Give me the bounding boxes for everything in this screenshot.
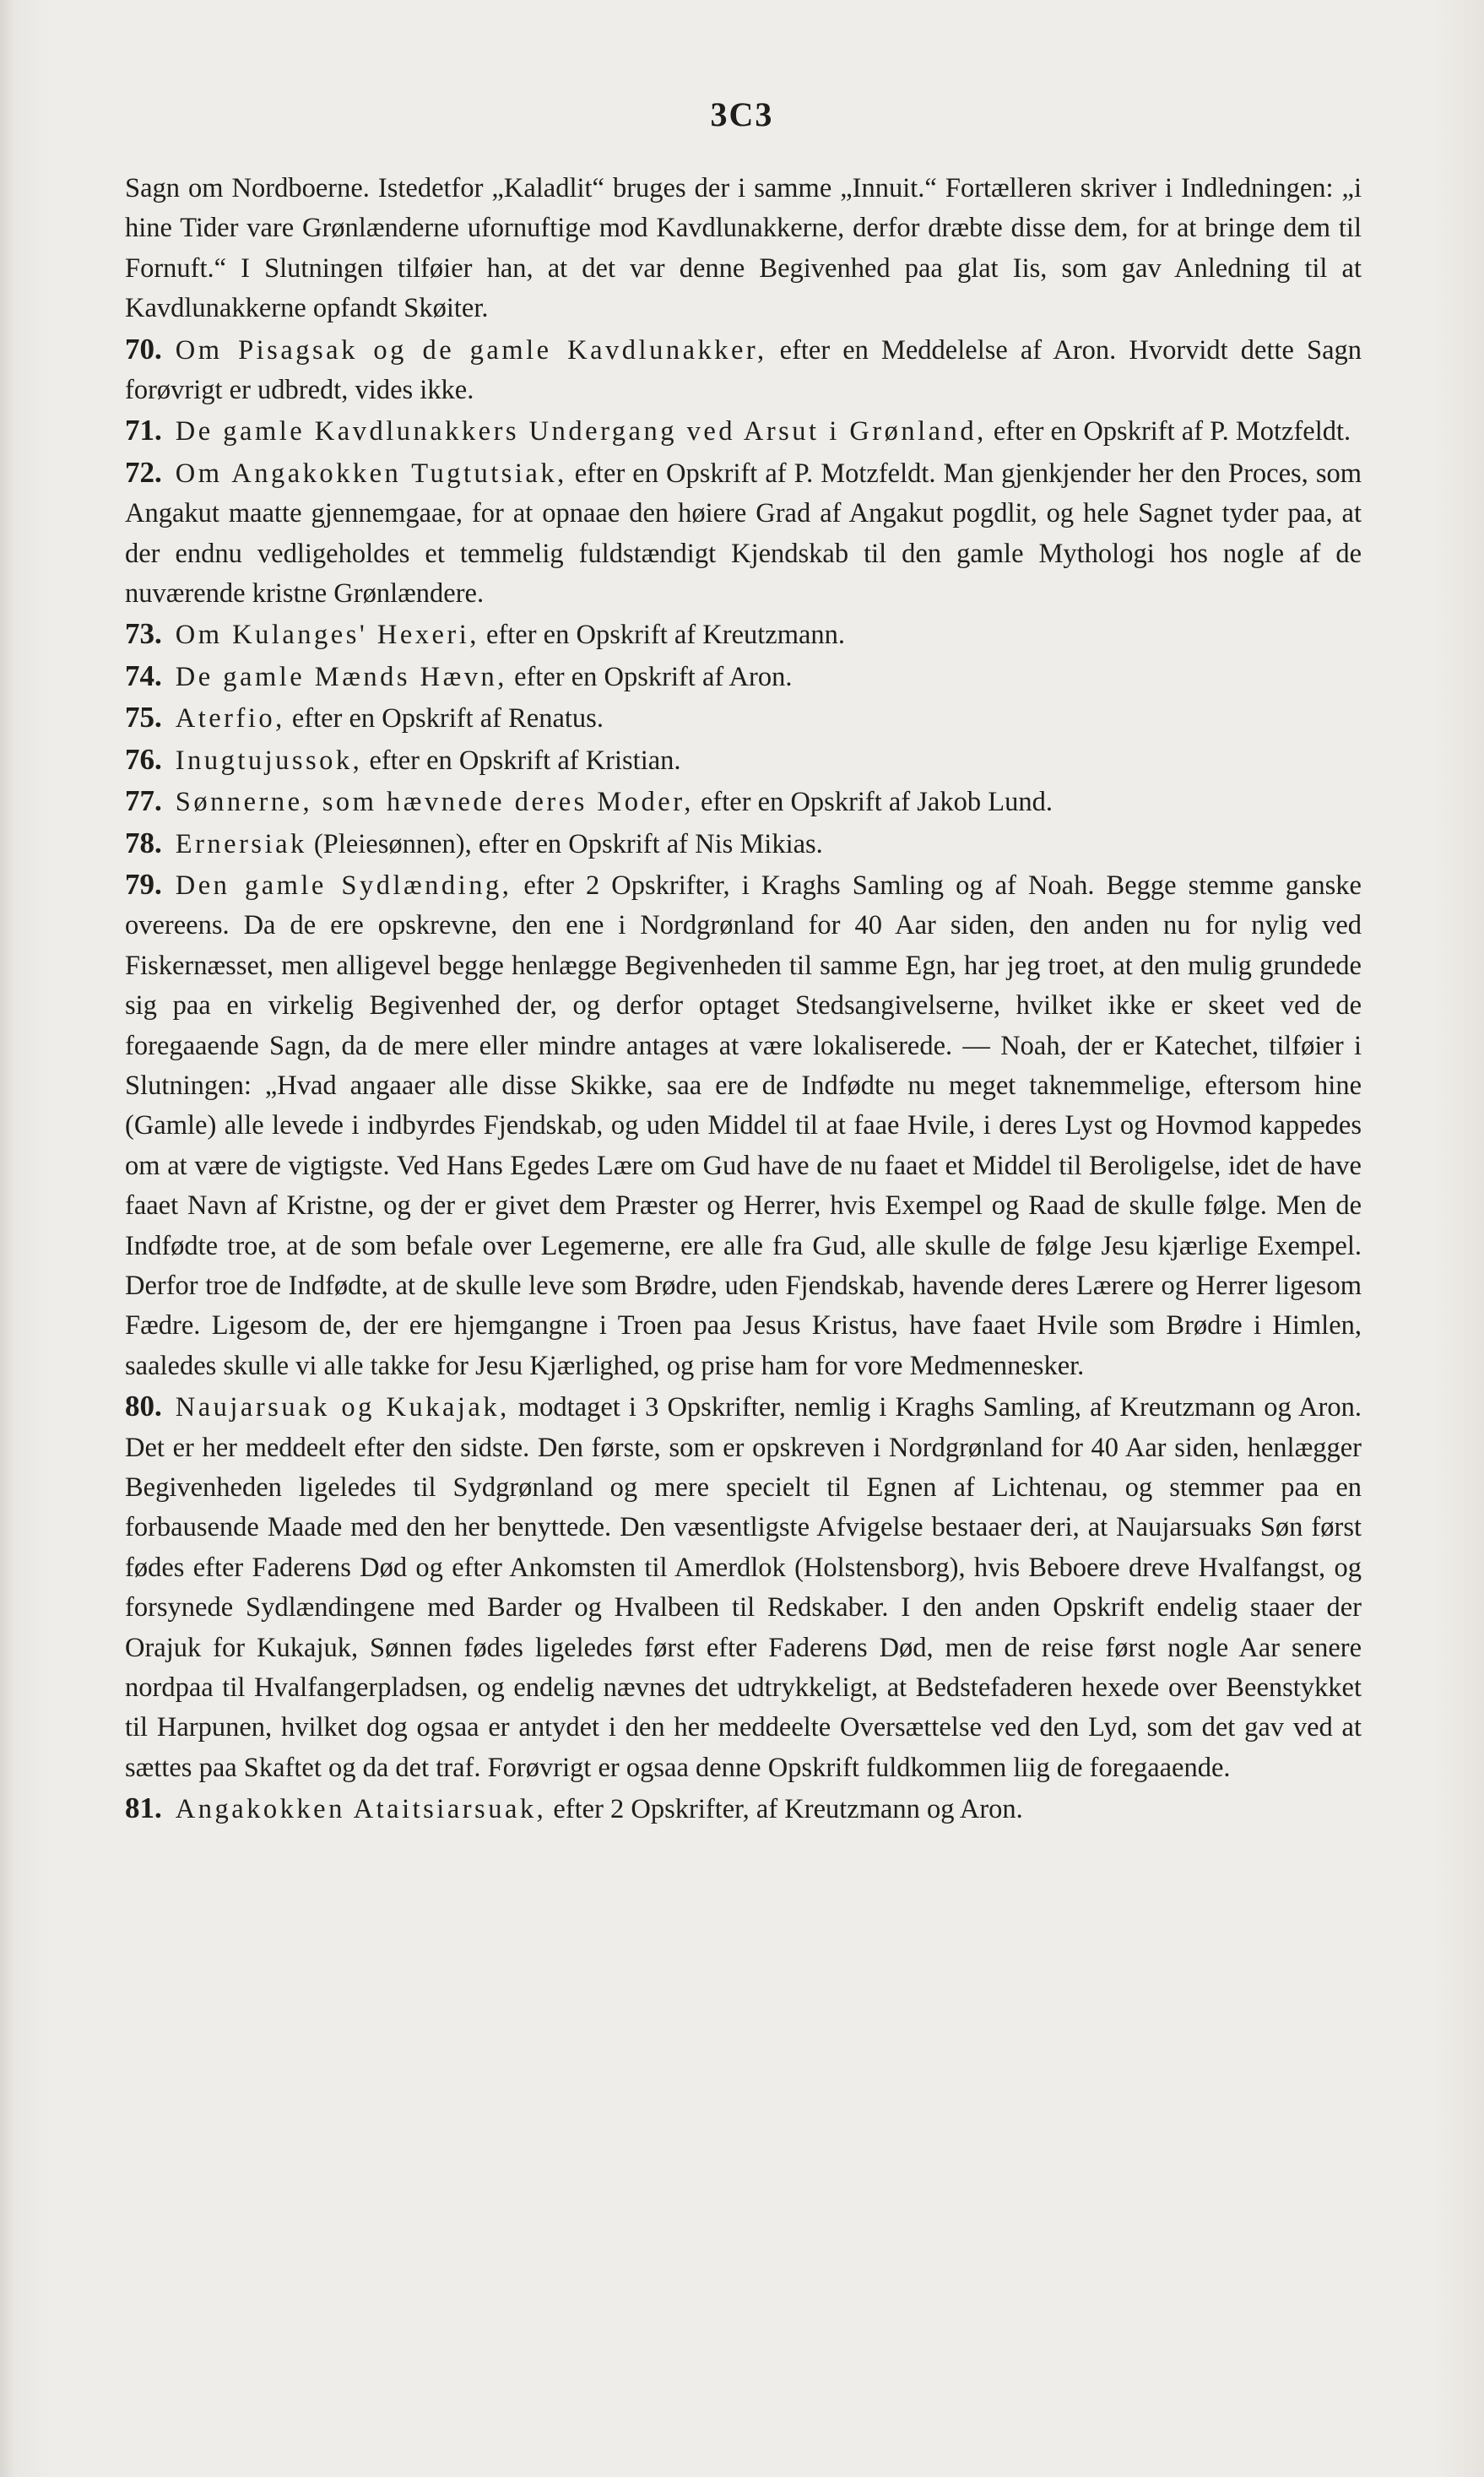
entry-number: 74. (125, 659, 162, 692)
entry-79 (125, 865, 1362, 1386)
entry-text: efter en Opskrift af Kreutzmann. (479, 620, 846, 651)
entry-number: 80. (125, 1390, 162, 1423)
entry-title: Inugtujussok, (175, 745, 363, 776)
entry-78 (125, 823, 1362, 865)
intro-paragraph: Sagn om Nordboerne. Istedetfor „Kaladlit“ bruges der i samme „Innuit.“ Fortælleren skriver i Indledningen: „i hine Tider vare Grønlænderne ufornuftige mod Kavdlunakkerne, derfor dræbte disse dem, for at bringe dem til Fornuft.“ I Slutningen tilføier han, at det var denne Begivenhed paa glat Iis, som gav Anledning til at Kavdlunakkerne opfandt Skøiter. (125, 173, 1362, 324)
entry-title: De gamle Kavdlunakkers Undergang ved Arsut i Grønland, (175, 416, 987, 447)
entry-number: 73. (125, 617, 162, 651)
entry-title: Sønnerne, som hævnede deres Moder, (175, 787, 694, 818)
entry-text: efter en Meddelelse af Aron. Hvorvidt dette Sagn forøvrigt er udbredt, vides ikke. (125, 334, 1362, 406)
entry-number: 77. (125, 784, 162, 818)
entry-77 (125, 781, 1362, 822)
entry-number: 81. (125, 1791, 162, 1825)
entry-76 (125, 740, 1362, 781)
entry-number: 78. (125, 826, 162, 859)
entry-text: efter en Opskrift af Aron. (506, 661, 793, 692)
entry-text: modtaget i 3 Opskrifter, nemlig i Kraghs Samling, af Kreutzmann og Aron. Det er her meddeelt efter den sidste. Den første, som er opskreven i Nordgrønland for 40 Aar siden, henlægger Begivenheden ligeledes til Sydgrønland og mere specielt til Egnen af Lichtenau, og stemmer paa en forbausende Maade med den her benyttede. Den væsentligste Afvigelse bestaaer deri, at Naujarsuaks Søn først fødes efter Faderens Død og efter Ankomsten til Amerdlok (Holstensborg), hvis Beboere dreve Hvalfangst, og forsynede Sydlændingene med Barder og Hvalbeen til Redskaber. I den anden Opskrift endelig staaer der Orajuk for Kukajuk, Sønnen fødes ligeledes først efter Faderens Død, men de reise først nogle Aar senere nordpaa til Hvalfangerpladsen, og endelig nævnes det udtrykkeligt, at Bedstefaderen hexede over Beenstykket til Harpunen, hvilket dog ogsaa er antydet i den her meddeelte Oversættelse ved den Lyd, som det gav ved at sættes paa Skaftet og da det traf. Forøvrigt er ogsaa denne Opskrift fuldkommen liig de foregaaende. (125, 1392, 1362, 1783)
entry-title: Om Kulanges' Hexeri, (175, 620, 479, 651)
entry-title: Angakokken Ataitsiarsuak, (175, 1794, 547, 1825)
entry-number: 75. (125, 701, 162, 734)
entry-text: efter en Opskrift af Kristian. (362, 745, 681, 776)
entry-number: 79. (125, 867, 162, 901)
entry-text: (Pleiesønnen), efter en Opskrift af Nis Mikias. (306, 828, 823, 859)
entry-72 (125, 453, 1362, 615)
entry-text: efter en Opskrift af P. Motzfeldt. (986, 416, 1351, 447)
entry-number: 72. (125, 455, 162, 489)
entry-71 (125, 410, 1362, 452)
entry-73 (125, 614, 1362, 655)
entry-title: Naujarsuak og Kukajak, (175, 1392, 510, 1423)
page-number: 3C3 (710, 95, 774, 133)
entry-title: Om Angakokken Tugtutsiak, (175, 458, 567, 489)
entry-70 (125, 329, 1362, 411)
entry-text: efter en Opskrift af Jakob Lund. (693, 787, 1053, 818)
entry-75 (125, 697, 1362, 739)
entry-text: efter 2 Opskrifter, af Kreutzmann og Aron. (546, 1794, 1023, 1825)
entry-number: 71. (125, 414, 162, 447)
entry-74 (125, 656, 1362, 697)
entry-title: Den gamle Sydlænding, (175, 870, 512, 901)
entry-80 (125, 1386, 1362, 1788)
entry-number: 76. (125, 742, 162, 776)
entry-text: efter en Opskrift af P. Motzfeldt. Man gjenkjender her den Proces, som Angakut maatte gjennemgaae, for at opnaae den høiere Grad af Angakut pogdlit, og hele Sagnet tyder paa, at der endnu vedligeholdes et temmelig fuldstændigt Kjendskab til den gamle Mythologi hos nogle af de nuværende kristne Grønlændere. (125, 458, 1362, 610)
entry-title: Om Pisagsak og de gamle Kavdlunakker, (175, 334, 767, 366)
entry-title: Ernersiak (175, 828, 307, 859)
entry-text: efter 2 Opskrifter, i Kraghs Samling og af Noah. Begge stemme ganske overeens. Da de ere opskrevne, den ene i Nordgrønland for 40 Aar siden, den anden nu for nylig ved Fiskernæsset, men alligevel begge henlægge Begivenheden til samme Egn, har jeg troet, at den mulig grundede sig paa en virkelig Begivenhed der, og derfor optaget Stedsangivelserne, hvilket ikke er skeet ved de foregaaende Sagn, da de mere eller mindre antages at være lokaliserede. — Noah, der er Katechet, tilføier i Slutningen: „Hvad angaaer alle disse Skikke, saa ere de Indfødte nu meget taknemmelige, eftersom hine (Gamle) alle levede i indbyrdes Fjendskab, og uden Middel til at faae Hvile, i deres Lyst og Hovmod kappedes om at være de vigtigste. Ved Hans Egedes Lære om Gud have de nu faaet et Middel til Beroligelse, idet de have faaet Navn af Kristne, og der er givet dem Præster og Herrer, hvis Exempel og Raad de skulle følge. Men de Indfødte troe, at de som befale over Legemerne, ere alle fra Gud, alle skulle de følge Jesu kjærlige Exempel. Derfor troe de Indfødte, at de skulle leve som Brødre, uden Fjendskab, havende deres Lærere og Herrer ligesom Fædre. Ligesom de, der ere hjemgangne i Troen paa Jesus Kristus, have faaet Hvile som Brødre i Himlen, saaledes skulle vi alle takke for Jesu Kjærlighed, og prise ham for vore Medmennesker. (125, 870, 1362, 1381)
entry-81 (125, 1788, 1362, 1829)
entry-title: Aterfio, (175, 703, 285, 734)
entry-text: efter en Opskrift af Renatus. (284, 703, 604, 734)
entry-title: De gamle Mænds Hævn, (175, 661, 507, 692)
entry-number: 70. (125, 332, 162, 366)
page-body (125, 169, 1362, 1830)
